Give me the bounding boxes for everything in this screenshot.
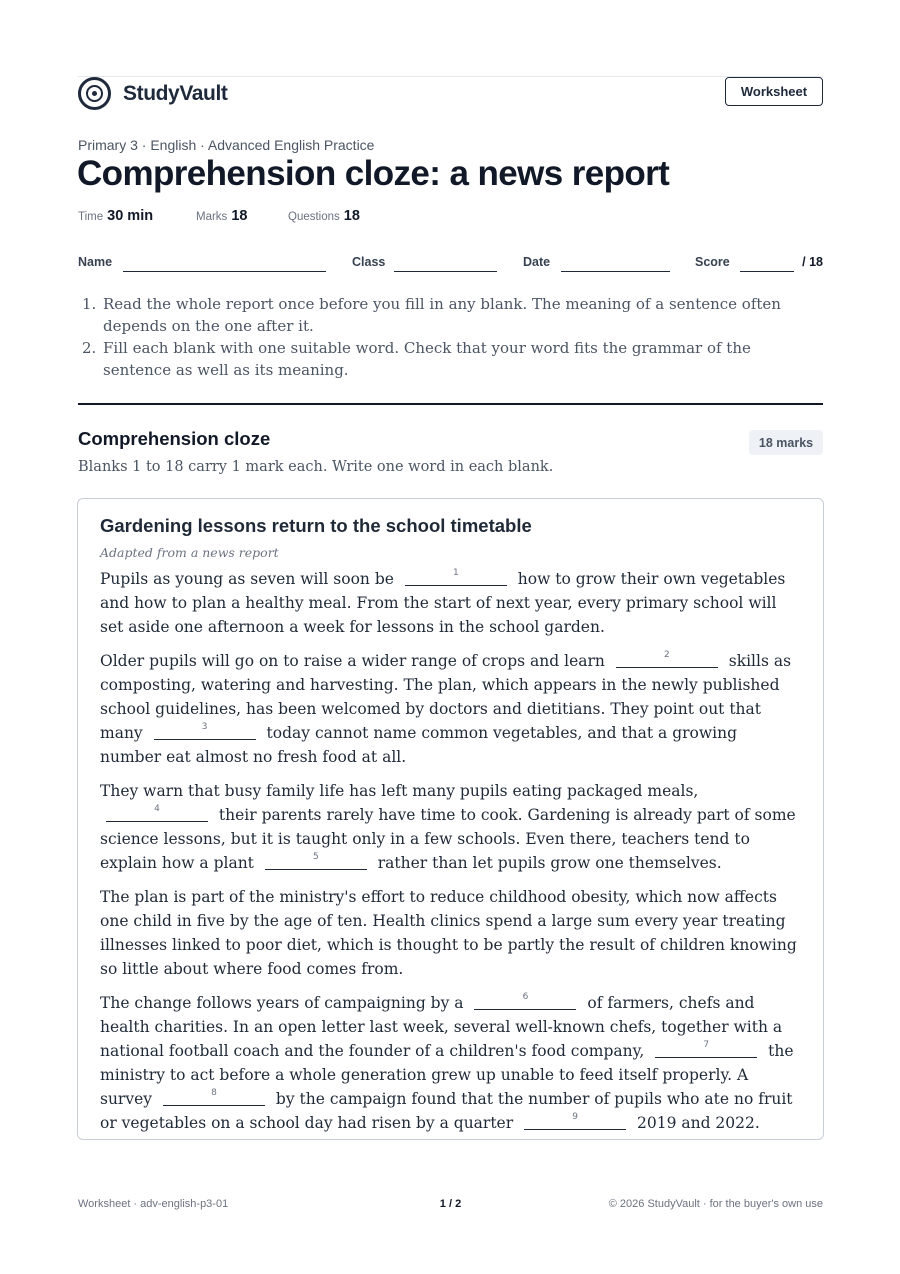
passage-text: Pupils as young as seven will soon be (100, 570, 399, 588)
passage-source: Adapted from a news report (100, 545, 279, 560)
brand-name: StudyVault (123, 82, 228, 105)
breadcrumb: Primary 3 · English · Advanced English Practice (78, 137, 375, 153)
date-field[interactable] (561, 271, 670, 272)
blank-number: 7 (703, 1040, 710, 1050)
page-number: 1 / 2 (439, 1198, 462, 1210)
doc-type-badge: Worksheet (725, 77, 823, 106)
passage-text: Older pupils will go on to raise a wider range of crops and learn (100, 652, 610, 670)
cloze-blank-9[interactable] (524, 1113, 626, 1130)
passage-text: They warn that busy family life has left many pupils eating packaged meals, (100, 782, 699, 800)
instruction-number: 1. (82, 295, 97, 313)
passage-text: today cannot name common vegetables, and that a growing number eat almost no fresh food at all. (100, 724, 737, 766)
passage-text: their parents rarely have time to cook. Gardening is already part of some science lessons, but it is taught only in a few schools. Even there, teachers tend to explain how a plant (100, 806, 796, 872)
meta-time (78, 208, 153, 224)
section-divider (78, 403, 823, 405)
cloze-blank-5[interactable] (265, 853, 367, 870)
meta-time-label: Time (78, 211, 104, 223)
passage-text: of farmers, chefs and health charities. In an open letter last week, several well-known chefs, together with a national football coach and the founder of a children's food company, (100, 994, 783, 1060)
passage-paragraph (100, 991, 803, 1135)
page-title: Comprehension cloze: a news report (77, 154, 670, 193)
cloze-blank-7[interactable] (655, 1041, 757, 1058)
score-label: Score (695, 255, 730, 269)
meta-marks-value: 18 (231, 208, 248, 224)
passage-box (77, 498, 824, 1140)
footer-doc-id: Worksheet · adv-english-p3-01 (78, 1198, 229, 1210)
footer-copyright: © 2026 StudyVault · for the buyer's own use (608, 1198, 823, 1210)
passage-paragraph (100, 649, 803, 769)
instruction-number: 2. (82, 339, 97, 357)
name-field[interactable] (123, 271, 326, 272)
footer (78, 1198, 823, 1212)
section-title: Comprehension cloze (78, 428, 271, 449)
meta-marks-label: Marks (196, 211, 228, 223)
cloze-blank-1[interactable] (405, 569, 507, 586)
marks-badge: 18 marks (749, 430, 823, 455)
meta-questions (288, 208, 360, 224)
meta-time-value: 30 min (107, 208, 154, 224)
passage-text: the ministry to act before a whole generation grew up unable to feed itself properly. A survey (100, 1042, 794, 1108)
name-label: Name (78, 255, 113, 269)
cloze-blank-2[interactable] (616, 651, 718, 668)
score-field[interactable] (740, 271, 794, 272)
instruction-item (78, 293, 823, 337)
cloze-blank-6[interactable] (474, 993, 576, 1010)
blank-number: 8 (211, 1088, 217, 1098)
instruction-text: Fill each blank with one suitable word. Check that your word fits the grammar of the sentence as well as its meaning. (103, 339, 751, 379)
cloze-blank-8[interactable] (163, 1089, 265, 1106)
passage-text: 2019 and 2022. (632, 1114, 760, 1132)
blank-number: 2 (663, 650, 670, 660)
class-field[interactable] (394, 271, 497, 272)
passage-text: The change follows years of campaigning by a (100, 994, 469, 1012)
blank-number: 4 (154, 804, 160, 814)
header (78, 77, 823, 113)
passage-text: skills as composting, watering and harvesting. The plan, which appears in the newly published school guidelines, has been welcomed by doctors and dietitians. They point out that many (100, 652, 792, 742)
meta-marks (196, 208, 247, 224)
passage-text: rather than let pupils grow one themselves. (372, 854, 722, 872)
meta-questions-value: 18 (343, 208, 360, 224)
passage-body (100, 567, 803, 1135)
blank-number: 3 (201, 722, 208, 732)
passage-text: by the campaign found that the number of pupils who ate no fruit or vegetables on a school day had risen by a quarter (100, 1090, 793, 1132)
date-label: Date (523, 255, 551, 269)
passage-title: Gardening lessons return to the school timetable (100, 515, 532, 536)
passage-text: The plan is part of the ministry's effort to reduce childhood obesity, which now affects one child in five by the age of ten. Health clinics spend a large sum every year treating illnesses linked to poor diet, which is thought to be partly the result of children knowing so little about where food comes from. (100, 888, 797, 978)
blank-number: 9 (572, 1112, 578, 1122)
class-label: Class (352, 255, 386, 269)
cloze-blank-4[interactable] (106, 805, 208, 822)
passage-paragraph (100, 779, 803, 875)
instructions-list (78, 293, 823, 381)
blank-number: 6 (522, 992, 529, 1002)
instruction-text: Read the whole report once before you fill in any blank. The meaning of a sentence often depends on the one after it. (103, 295, 781, 335)
instruction-item (78, 337, 823, 381)
cloze-blank-3[interactable] (154, 723, 256, 740)
section-note: Blanks 1 to 18 carry 1 mark each. Write one word in each blank. (78, 459, 554, 475)
blank-number: 1 (452, 568, 459, 578)
score-total: / 18 (802, 255, 823, 269)
passage-paragraph (100, 567, 803, 639)
passage-paragraph (100, 885, 803, 981)
student-info-fields (78, 254, 823, 274)
meta-questions-label: Questions (288, 211, 340, 223)
studyvault-logo-icon (78, 77, 111, 110)
blank-number: 5 (312, 852, 319, 862)
passage-text: how to grow their own vegetables and how to plan a healthy meal. From the start of next year, every primary school will set aside one afternoon a week for lessons in the school garden. (100, 570, 786, 636)
